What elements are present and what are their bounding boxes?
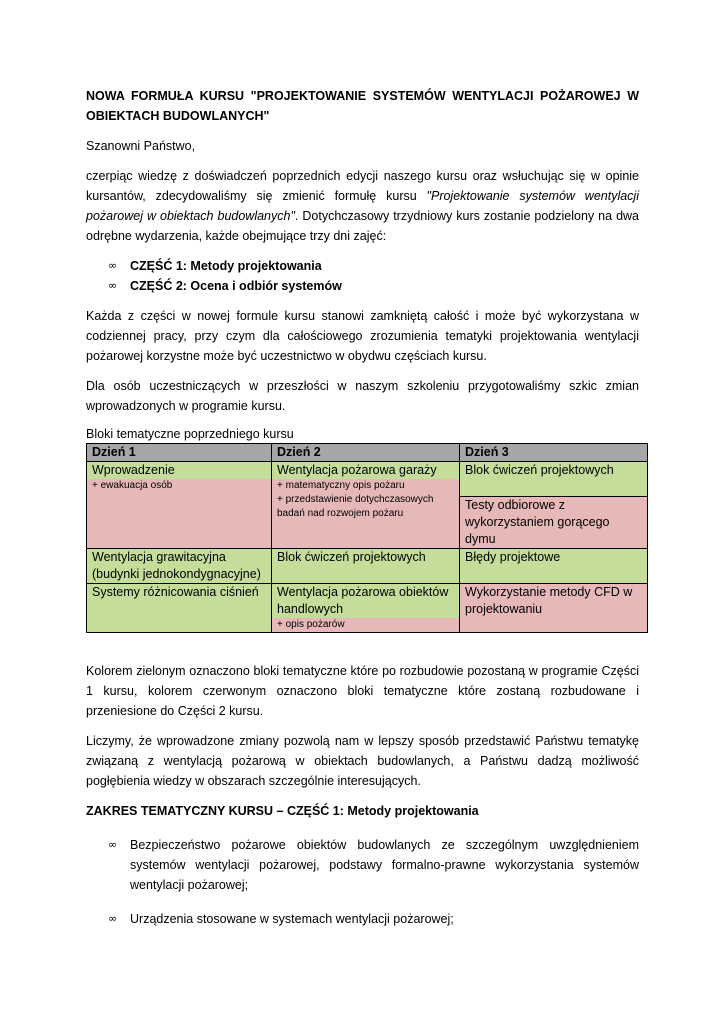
cell-garages-sub: + matematyczny opis pożaru + przedstawienie dotychczasowych badań nad rozwojem pożaru: [277, 480, 434, 519]
table-row: [87, 549, 648, 584]
cell-exercises-2: Blok ćwiczeń projektowych: [272, 549, 460, 584]
scope-item-2: Urządzenia stosowane w systemach wentylacji pożarowej;: [130, 912, 454, 926]
greeting: Szanowni Państwo,: [86, 139, 196, 153]
intro-paragraph: [86, 166, 639, 246]
cell-intro-main: Wprowadzenie: [87, 462, 271, 479]
part-2-label: CZĘŚĆ 2: Ocena i odbiór systemów: [130, 279, 342, 293]
scope-item-1: Bezpieczeństwo pożarowe obiektów budowlanych ze szczególnym uwzględnieniem systemów wentylacji pożarowej, podstawy formalno-prawne wykorzystania systemów wentylacji pożarowej;: [130, 838, 639, 892]
cell-gravity: Wentylacja grawitacyjna (budynki jednokondygnacyjne): [87, 549, 272, 584]
list-item: [86, 276, 639, 296]
infinity-bullet-icon: ∞: [108, 259, 118, 272]
cell-pressure: Systemy różnicowania ciśnień: [87, 584, 272, 633]
intro-text-1: czerpiąc wiedzę z doświadczeń poprzednich edycji naszego kursu oraz wsłuchując się w opinie kursantów, zdecydowaliśmy się zmienić formułę kursu: [86, 169, 639, 203]
list-item: [86, 256, 639, 276]
colors-paragraph: Kolorem zielonym oznaczono bloki tematyczne które po rozbudowie pozostaną w programie Części 1 kursu, kolorem czerwonym oznaczono bloki tematyczne które zostaną rozbudowane i przeniesione do Części 2 kursu.: [86, 664, 639, 718]
list-item: [86, 835, 639, 895]
cell-exercises: Blok ćwiczeń projektowych: [460, 462, 647, 496]
cell-errors: Błędy projektowe: [460, 549, 648, 584]
infinity-bullet-icon: ∞: [108, 838, 118, 851]
past-participants-paragraph: Dla osób uczestniczących w przeszłości w naszym szkoleniu przygotowaliśmy szkic zmian wprowadzonych w programie kursu.: [86, 379, 639, 413]
previous-course-table: [86, 443, 648, 633]
hope-paragraph: Liczymy, że wprowadzone zmiany pozwolą nam w lepszy sposób przedstawić Państwu tematykę związaną z wentylacją pożarową w obiektach budowlanych, a Państwu dadzą możliwość pogłębienia wiedzy w obszarach szczególnie interesujących.: [86, 734, 639, 788]
course-name: "Projektowanie systemów wentylacji pożarowej w obiektach budowlanych": [86, 189, 639, 223]
cell-commercial: [272, 584, 460, 633]
header-day-2: Dzień 2: [272, 444, 460, 462]
cell-day3-split: [460, 462, 648, 549]
header-day-3: Dzień 3: [460, 444, 648, 462]
list-item: [86, 909, 639, 929]
infinity-bullet-icon: ∞: [108, 912, 118, 925]
document-title: NOWA FORMUŁA KURSU "PROJEKTOWANIE SYSTEMÓW WENTYLACJI POŻAROWEJ W OBIEKTACH BUDOWLANYCH": [86, 89, 639, 123]
table-header-row: [87, 444, 648, 462]
parts-list: [86, 256, 639, 296]
cell-commercial-main: Wentylacja pożarowa obiektów handlowych: [272, 584, 459, 618]
part-1-label: CZĘŚĆ 1: Metody projektowania: [130, 259, 322, 273]
cell-intro: [87, 462, 272, 549]
section-title: ZAKRES TEMATYCZNY KURSU – CZĘŚĆ 1: Metody projektowania: [86, 804, 479, 818]
cell-commercial-sub: + opis pożarów: [277, 619, 345, 630]
cell-garages-main: Wentylacja pożarowa garaży: [272, 462, 459, 479]
cell-smoke-tests: Testy odbiorowe z wykorzystaniem gorącego dymu: [460, 496, 647, 548]
each-part-paragraph: Każda z części w nowej formule kursu stanowi zamkniętą całość i może być wykorzystana w codziennej pracy, przy czym dla całościowego zrozumienia tematyki projektowania wentylacji pożarowej korzystne może być uczestnictwo w obydwu częściach kursu.: [86, 309, 639, 363]
cell-garages: [272, 462, 460, 549]
header-day-1: Dzień 1: [87, 444, 272, 462]
table-row: [87, 462, 648, 549]
table-row: [87, 584, 648, 633]
intro-text-2: . Dotychczasowy trzydniowy kurs zostanie podzielony na dwa odrębne wydarzenia, każde obejmujące trzy dni zajęć:: [86, 209, 639, 243]
cell-cfd: Wykorzystanie metody CFD w projektowaniu: [460, 584, 648, 633]
cell-intro-sub: + ewakuacja osób: [92, 480, 173, 491]
scope-list: [86, 835, 639, 929]
infinity-bullet-icon: ∞: [108, 279, 118, 292]
table-caption: Bloki tematyczne poprzedniego kursu: [86, 427, 294, 441]
